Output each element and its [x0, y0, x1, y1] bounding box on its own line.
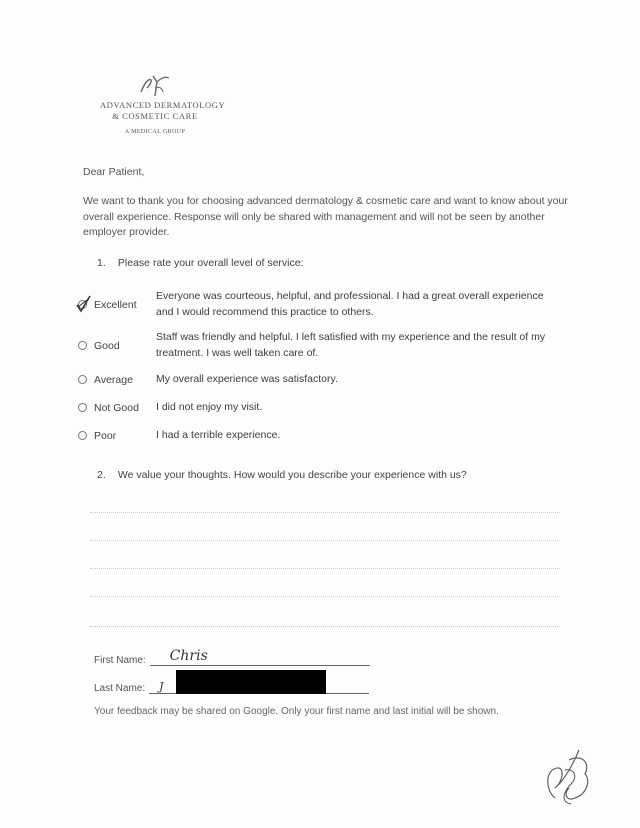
- answer-line[interactable]: [90, 568, 560, 569]
- answer-line[interactable]: [90, 626, 560, 627]
- radio-button[interactable]: [78, 431, 87, 440]
- radio-button[interactable]: [78, 375, 87, 384]
- first-name-value: Chris: [169, 648, 208, 664]
- first-name-row: [94, 650, 370, 666]
- first-name-label: First Name:: [94, 655, 146, 666]
- radio-button[interactable]: [78, 403, 87, 412]
- last-name-value: J: [159, 680, 164, 693]
- answer-line[interactable]: [90, 512, 560, 513]
- radio-button[interactable]: [78, 341, 87, 350]
- question-1-text: Please rate your overall level of service:: [117, 257, 304, 269]
- answer-line[interactable]: [90, 596, 560, 597]
- greeting: Dear Patient,: [83, 166, 145, 178]
- rating-description: I had a terrible experience.: [156, 429, 281, 441]
- rating-option-label: [78, 330, 156, 361]
- answer-line[interactable]: [90, 540, 560, 541]
- logo-line-2: & COSMETIC CARE: [112, 111, 198, 121]
- google-feedback-note: Your feedback may be shared on Google. Only your first name and last initial will be shown.: [94, 706, 499, 717]
- first-name-field[interactable]: [150, 650, 370, 666]
- last-name-label: Last Name:: [94, 683, 146, 694]
- rating-label-text: Excellent: [94, 298, 137, 311]
- redaction-box: [176, 670, 326, 694]
- question-2-number: 2.: [97, 469, 106, 481]
- last-name-row: [94, 678, 369, 694]
- rating-description: Staff was friendly and helpful. I left satisfied with my experience and the result of my treatment. I was well taken care of.: [156, 331, 546, 359]
- initials-scribble-icon: [535, 740, 605, 810]
- rating-option-label: [78, 289, 156, 320]
- rating-option-excellent[interactable]: [78, 289, 556, 320]
- rating-option-label: [78, 400, 156, 416]
- rating-label-text: Good: [94, 339, 120, 352]
- rating-option-not-good[interactable]: [78, 400, 556, 416]
- practice-logo: [100, 72, 226, 135]
- rating-description: Everyone was courteous, helpful, and professional. I had a great overall experience and I would recommend this practice to others.: [156, 290, 544, 318]
- rating-label-text: Average: [94, 373, 133, 386]
- question-1: [97, 257, 304, 269]
- rating-option-average[interactable]: [78, 372, 556, 388]
- logo-figure-icon: [135, 72, 175, 98]
- question-1-number: 1.: [97, 257, 106, 269]
- rating-option-label: [78, 428, 156, 444]
- last-name-field[interactable]: [149, 678, 369, 694]
- rating-label-text: Not Good: [94, 401, 139, 414]
- radio-button[interactable]: [78, 300, 87, 309]
- rating-description: I did not enjoy my visit.: [156, 401, 263, 413]
- logo-line-1: ADVANCED DERMATOLOGY: [100, 100, 226, 110]
- rating-label-text: Poor: [94, 429, 117, 442]
- rating-description: My overall experience was satisfactory.: [156, 373, 338, 385]
- rating-option-poor[interactable]: [78, 428, 556, 444]
- logo-tagline: A MEDICAL GROUP: [124, 129, 186, 135]
- question-2: [97, 469, 467, 481]
- checkmark-icon: [75, 295, 93, 315]
- rating-option-label: [78, 372, 156, 388]
- intro-paragraph: We want to thank you for choosing advanced dermatology & cosmetic care and want to know about your overall experience. Response will only be shared with management and will not be seen by another employer provider.: [83, 195, 568, 238]
- rating-option-good[interactable]: [78, 330, 556, 361]
- question-2-text: We value your thoughts. How would you describe your experience with us?: [117, 469, 467, 481]
